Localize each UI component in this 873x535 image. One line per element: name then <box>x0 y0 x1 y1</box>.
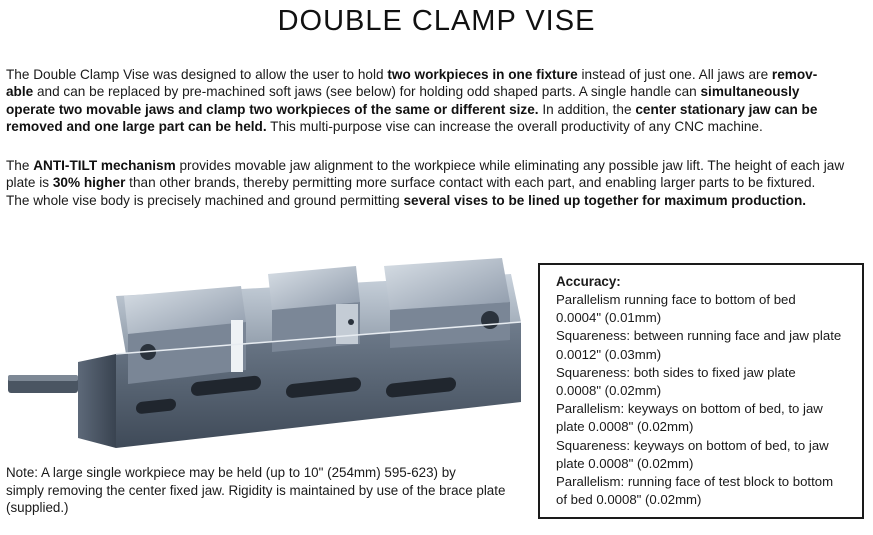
accuracy-line: Squareness: between running face and jaw plate <box>556 328 842 344</box>
bold-text-run: operate two movable jaws and clamp two workpieces of the same or different size. <box>6 101 539 117</box>
note-line: Note: A large single workpiece may be held (up to 10" (254mm) 595-623) by <box>6 465 456 480</box>
bold-text-run: ANTI-TILT mechanism <box>33 158 176 173</box>
note-line: (supplied.) <box>6 500 69 515</box>
accuracy-line: 0.0012" (0.03mm) <box>556 346 662 362</box>
text-run: In addition, the <box>538 101 636 117</box>
accuracy-line: plate 0.0008" (0.02mm) <box>556 455 694 471</box>
anti-tilt-paragraph <box>6 157 864 209</box>
bold-text-run: two workpieces in one fixture <box>387 67 578 82</box>
bold-text-run: center stationary jaw can be <box>635 101 818 117</box>
accuracy-line: Parallelism: keyways on bottom of bed, to jaw <box>556 401 823 417</box>
bold-text-run: simultaneously <box>700 84 800 100</box>
text-run: plate is <box>6 175 53 191</box>
accuracy-line: 0.0004" (0.01mm) <box>556 310 662 326</box>
text-run: instead of just one. All jaws are <box>577 67 772 82</box>
text-run: and can be replaced by pre-machined soft jaws (see below) for holding odd shaped parts. A single handle can <box>33 84 701 100</box>
text-run: The Double Clamp Vise was designed to allow the user to hold <box>6 67 388 82</box>
accuracy-line: Squareness: keyways on bottom of bed, to jaw <box>556 437 829 453</box>
text-run: The whole vise body is precisely machined and ground permitting <box>6 192 404 208</box>
bold-text-run: remov- <box>771 67 818 82</box>
accuracy-line: of bed 0.0008" (0.02mm) <box>556 492 702 508</box>
accuracy-title: Accuracy: <box>556 274 621 289</box>
double-clamp-vise-image <box>6 252 526 462</box>
text-run: The <box>6 158 34 173</box>
bold-text-run: several vises to be lined up together for maximum production. <box>403 192 807 208</box>
bold-text-run: 30% higher <box>52 175 126 191</box>
bold-text-run: able <box>6 84 34 100</box>
text-run: This multi-purpose vise can increase the overall productivity of any CNC machine. <box>266 119 763 135</box>
note-text <box>6 464 526 517</box>
accuracy-line: 0.0008" (0.02mm) <box>556 383 662 399</box>
page-title: DOUBLE CLAMP VISE <box>277 5 596 37</box>
text-run: than other brands, thereby permitting more surface contact with each part, and enabling larger parts to be fixtured. <box>125 175 816 191</box>
intro-paragraph <box>6 66 864 136</box>
accuracy-line: Parallelism: running face of test block to bottom <box>556 474 834 490</box>
accuracy-line: Squareness: both sides to fixed jaw plate <box>556 364 796 380</box>
accuracy-box <box>538 263 864 519</box>
text-run: provides movable jaw alignment to the workpiece while eliminating any possible jaw lift. The height of each jaw <box>175 158 845 173</box>
accuracy-line: Parallelism running face to bottom of bed <box>556 292 796 307</box>
note-line: simply removing the center fixed jaw. Rigidity is maintained by use of the brace plate <box>6 482 506 498</box>
bold-text-run: removed and one large part can be held. <box>6 119 267 135</box>
accuracy-line: plate 0.0008" (0.02mm) <box>556 419 694 435</box>
